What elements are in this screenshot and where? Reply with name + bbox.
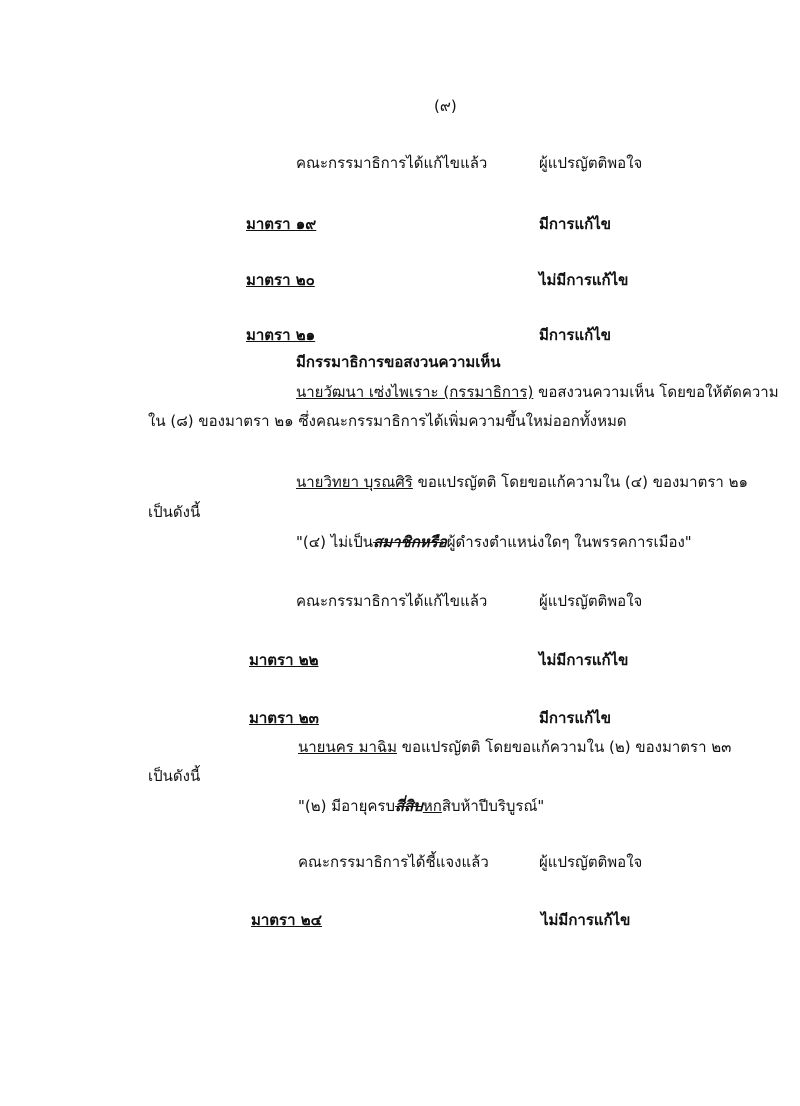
member-name: นายวัฒนา เซ่งไพเราะ (กรรมาธิการ) <box>296 383 534 401</box>
member-name: นายนคร มาฉิม <box>298 738 397 756</box>
section-heading: มาตรา ๒๑ <box>246 326 316 344</box>
petitioner-note: ผู้แปรญัตติพอใจ <box>539 592 643 610</box>
amendment-line <box>296 472 748 492</box>
petitioner-note: ผู้แปรญัตติพอใจ <box>539 853 643 871</box>
section-status: มีการแก้ไข <box>539 326 611 344</box>
amendment-text: ขอแปรญัตติ โดยขอแก้ความใน (๒) ของมาตรา ๒๓ <box>397 738 732 756</box>
quote-text: "(๒) มีอายุครบ <box>298 797 395 815</box>
amendment-quote <box>296 532 692 552</box>
amendment-text: ขอแปรญัตติ โดยขอแก้ความใน (๔) ของมาตรา ๒๑ <box>412 473 748 491</box>
member-name: นายวิทยา บุรณศิริ <box>296 473 413 491</box>
amendment-quote <box>298 796 544 816</box>
page-number: (๙) <box>434 97 457 115</box>
reservation-line <box>296 382 779 402</box>
section-status: มีการแก้ไข <box>539 215 611 233</box>
petitioner-note: ผู้แปรญัตติพอใจ <box>539 154 643 172</box>
struck-text: สี่สิบ <box>394 797 423 815</box>
section-status: มีการแก้ไข <box>539 709 611 727</box>
reservation-continuation: ใน (๘) ของมาตรา ๒๑ ซึ่งคณะกรรมาธิการได้เพิ่มความขึ้นใหม่ออกทั้งหมด <box>148 412 627 430</box>
amendment-continuation: เป็นดังนี้ <box>148 503 201 521</box>
committee-note: คณะกรรมาธิการได้แก้ไขแล้ว <box>296 592 488 610</box>
section-heading: มาตรา ๒๐ <box>246 271 315 289</box>
quote-text: "(๔) ไม่เป็น <box>296 533 374 551</box>
section-heading: มาตรา ๒๔ <box>251 911 322 929</box>
quote-text: สิบห้าปีบริบูรณ์" <box>441 797 545 815</box>
reservation-heading: มีกรรมาธิการขอสงวนความเห็น <box>296 353 501 371</box>
struck-text: สมาชิกหรือ <box>373 533 447 551</box>
section-status: ไม่มีการแก้ไข <box>539 271 629 289</box>
amendment-continuation: เป็นดังนี้ <box>148 767 201 785</box>
section-status: ไม่มีการแก้ไข <box>541 911 631 929</box>
section-heading: มาตรา ๑๙ <box>246 215 317 233</box>
quote-text: ผู้ดำรงตำแหน่งใดๆ ในพรรคการเมือง" <box>446 533 692 551</box>
committee-note: คณะกรรมาธิการได้ชี้แจงแล้ว <box>298 853 489 871</box>
section-heading: มาตรา ๒๓ <box>249 709 319 727</box>
reservation-text: ขอสงวนความเห็น โดยขอให้ตัดความ <box>533 383 779 401</box>
committee-note: คณะกรรมาธิการได้แก้ไขแล้ว <box>296 154 488 172</box>
amendment-line <box>298 737 731 757</box>
section-status: ไม่มีการแก้ไข <box>539 651 629 669</box>
section-heading: มาตรา ๒๒ <box>249 651 319 669</box>
inserted-text: หก <box>422 797 442 815</box>
